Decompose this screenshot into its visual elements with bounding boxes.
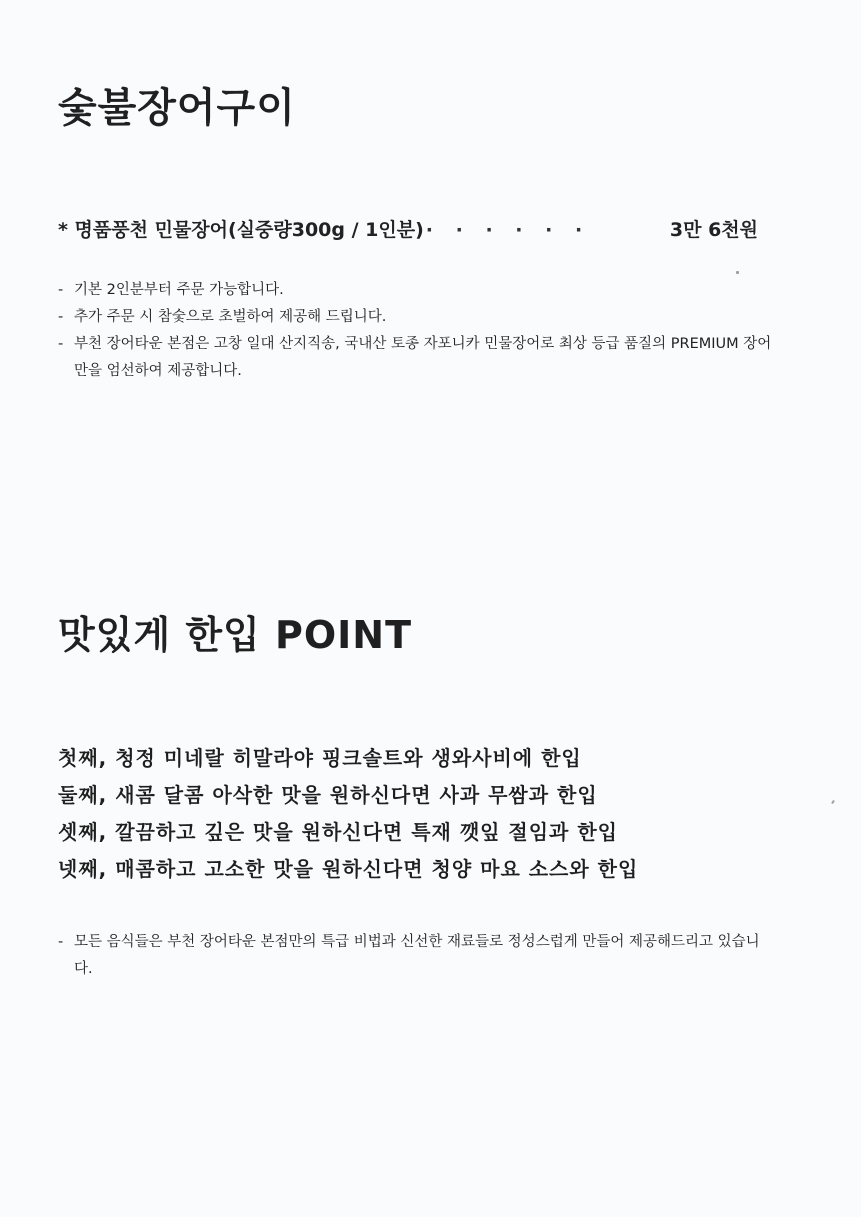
- tasting-point: 넷째, 매콤하고 고소한 맛을 원하신다면 청양 마요 소스와 한입: [58, 857, 639, 881]
- tasting-points-list: [58, 740, 638, 888]
- tasting-point: 둘째, 새콤 달콤 아삭한 맛을 원하신다면 사과 무쌈과 한입: [58, 783, 598, 807]
- list-dash: -: [58, 336, 64, 352]
- info-note: [58, 331, 778, 385]
- scan-speck: [831, 800, 835, 804]
- scan-speck: [736, 271, 739, 274]
- section-title-grilled-eel: 숯불장어구이: [58, 85, 296, 131]
- closing-note: [58, 929, 778, 983]
- dot-leader: · · · · · ·: [425, 219, 591, 241]
- info-note: [58, 277, 778, 304]
- closing-note-text: 모든 음식들은 부천 장어타운 본점만의 특급 비법과 신선한 재료들로 정성스럽게 만들어 제공해드리고 있습니다.: [74, 934, 760, 977]
- tasting-point: 셋째, 깔끔하고 깊은 맛을 원하신다면 특재 깻잎 절임과 한입: [58, 820, 618, 844]
- info-note-text: 기본 2인분부터 주문 가능합니다.: [74, 282, 284, 298]
- tasting-point: 첫째, 청정 미네랄 히말라야 핑크솔트와 생와사비에 한입: [58, 746, 582, 770]
- menu-item-name: * 명품풍천 민물장어(실중량300g / 1인분): [58, 219, 424, 241]
- menu-item-price: 3만 6천원: [669, 219, 758, 241]
- list-dash: -: [58, 282, 64, 298]
- section-title-tasting-points: 맛있게 한입 POINT: [58, 613, 413, 657]
- info-notes-list: [58, 277, 778, 385]
- menu-item-row: [58, 215, 758, 242]
- info-note: [58, 304, 778, 331]
- list-dash: -: [58, 309, 64, 325]
- info-note-text: 부천 장어타운 본점은 고창 일대 산지직송, 국내산 토종 자포니카 민물장어로 최상 등급 품질의 PREMIUM 장어만을 엄선하여 제공합니다.: [74, 336, 772, 379]
- list-dash: -: [58, 934, 64, 950]
- closing-notes-list: [58, 929, 778, 983]
- info-note-text: 추가 주문 시 참숯으로 초벌하여 제공해 드립니다.: [74, 309, 387, 325]
